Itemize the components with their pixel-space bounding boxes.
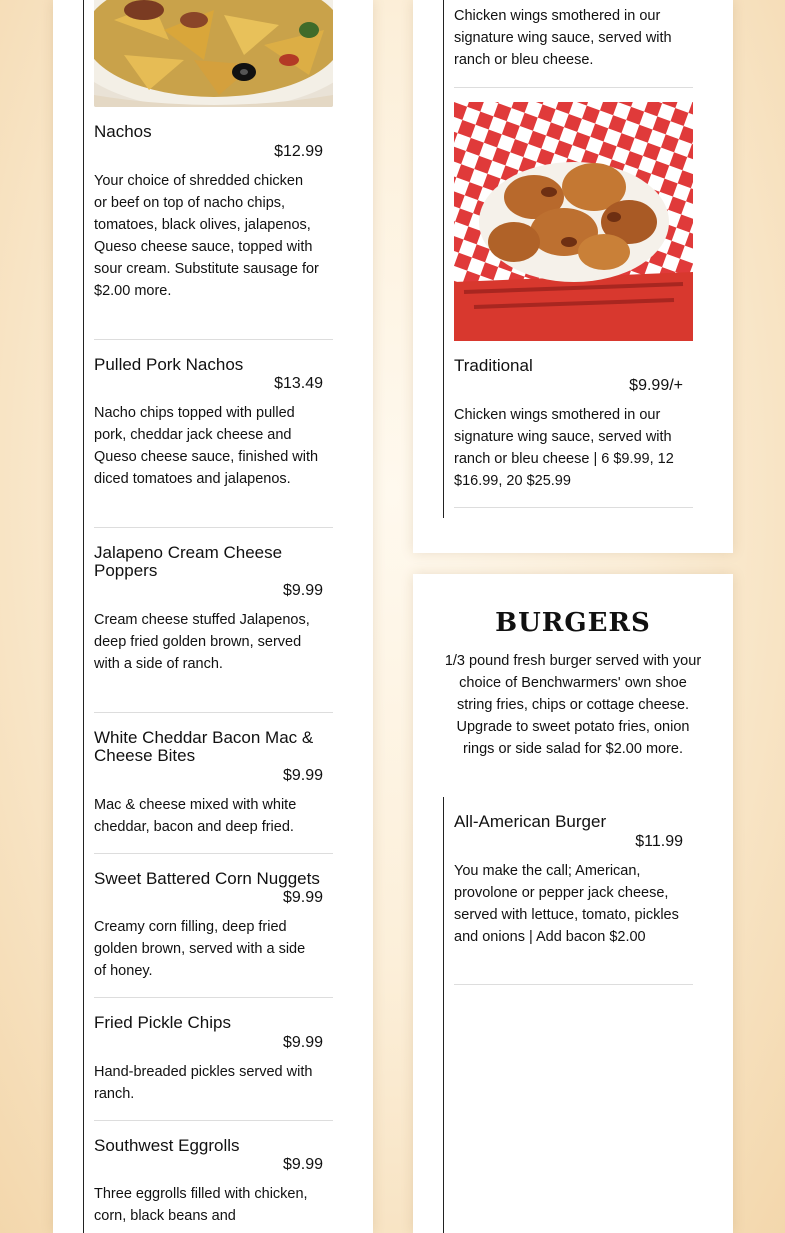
item-divider [94,853,333,854]
menu-column-appetizers [53,0,373,1233]
item-description: Mac & cheese mixed with white cheddar, bacon and deep fried. [94,797,297,835]
column-divider-line [443,797,444,1233]
item-name: Southwest Eggrolls [94,1136,240,1155]
item-name: Jalapeno Cream Cheese Poppers [94,543,283,580]
section-title: BURGERS [495,608,651,638]
nachos-photo [94,0,333,107]
item-divider [454,507,693,508]
item-divider [94,339,333,340]
column-divider-line [443,0,444,518]
menu-column-wings [413,0,733,553]
item-description: Three eggrolls filled with chicken, corn, black beans and [94,1186,308,1224]
item-divider [94,1120,333,1121]
item-description: You make the call; American, provolone or pepper jack cheese, served with lettuce, tomato, pickles and onions | Add bacon $2.00 [454,863,679,945]
menu-item[interactable] [94,868,333,998]
item-divider [454,984,693,985]
wings-photo [454,102,693,341]
item-description: Chicken wings smothered in our signature wing sauce, served with ranch or bleu cheese | 6 $9.99, 12 $16.99, 20 $25.99 [454,407,674,489]
item-price: $9.99 [282,582,323,599]
item-description: Your choice of shredded chicken or beef on top of nacho chips, tomatoes, black olives, jalapenos, Queso cheese sauce, topped with sour cream. Substitute sausage for $2.00 more. [94,173,319,299]
item-price: $9.99 [282,1034,323,1051]
item-divider [94,997,333,998]
menu-item[interactable] [94,120,333,340]
column-divider-line [83,0,84,1233]
item-name: Nachos [94,122,152,141]
section-description: 1/3 pound fresh burger served with your choice of Benchwarmers' own shoe string fries, chips or cottage cheese. Upgrade to sweet potato fries, onion rings or side salad for $2.00 more. [444,653,702,757]
menu-item[interactable] [454,811,693,985]
item-price: $9.99 [282,767,323,784]
menu-item[interactable] [94,1135,333,1233]
item-price: $9.99 [282,1156,323,1173]
menu-item[interactable] [454,355,693,508]
item-description: Cream cheese stuffed Jalapenos, deep fried golden brown, served with a side of ranch. [94,612,310,672]
menu-item[interactable] [94,727,333,854]
item-name: White Cheddar Bacon Mac & Cheese Bites [94,728,314,765]
item-name: Pulled Pork Nachos [94,355,244,374]
item-divider [94,712,333,713]
menu-item[interactable] [94,1012,333,1121]
menu-item[interactable] [454,5,693,88]
item-price: $9.99/+ [629,377,683,394]
item-name: Traditional [454,356,533,375]
item-description: Nacho chips topped with pulled pork, cheddar jack cheese and Queso cheese sauce, finished with diced tomatoes and jalapenos. [94,405,319,487]
item-name: All-American Burger [454,812,607,831]
item-price: $12.99 [274,143,323,160]
item-name: Fried Pickle Chips [94,1013,231,1032]
item-divider [94,527,333,528]
menu-section-burgers [413,574,733,1233]
item-description: Creamy corn filling, deep fried golden brown, served with a side of honey. [94,919,306,979]
item-price: $13.49 [274,375,323,392]
menu-item[interactable] [94,353,333,528]
item-price: $11.99 [635,833,683,850]
item-description: Chicken wings smothered in our signature wing sauce, served with ranch or bleu cheese. [454,8,672,68]
item-price: $9.99 [282,889,323,906]
menu-item[interactable] [94,542,333,713]
item-description: Hand-breaded pickles served with ranch. [94,1064,313,1102]
item-name: Sweet Battered Corn Nuggets [94,869,320,888]
item-divider [454,87,693,88]
